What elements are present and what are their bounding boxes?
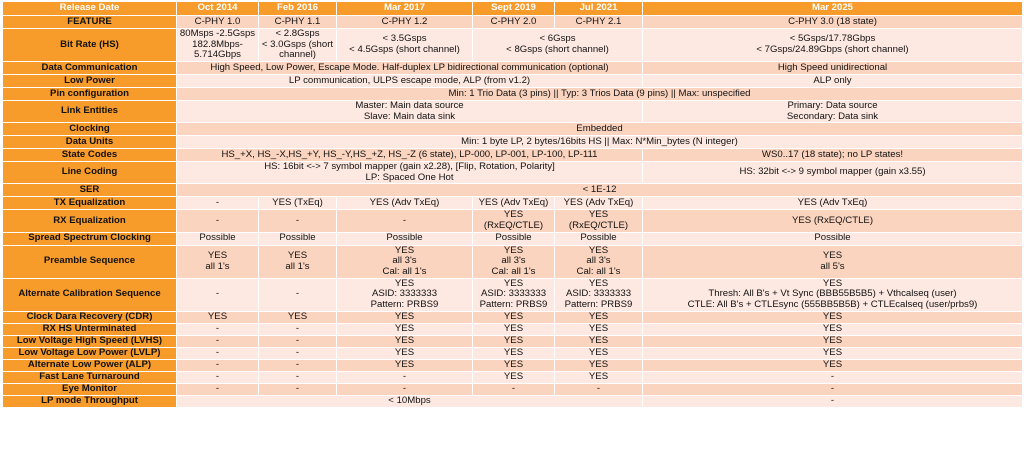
cell-line: YES bbox=[588, 335, 609, 346]
table-cell bbox=[473, 232, 555, 245]
table-cell bbox=[177, 371, 259, 383]
cell-line: High Speed unidirectional bbox=[777, 61, 888, 73]
cell-line: YES bbox=[503, 209, 524, 221]
cell-line: YES bbox=[822, 278, 843, 289]
table-cell bbox=[555, 278, 643, 311]
table-row bbox=[3, 335, 1023, 347]
cell-line: - bbox=[830, 383, 835, 394]
table-cell bbox=[555, 371, 643, 383]
cell-line: - bbox=[295, 347, 300, 358]
table-cell bbox=[643, 335, 1023, 347]
table-cell bbox=[177, 123, 1023, 136]
table-row bbox=[3, 210, 1023, 232]
cell-line: < 3.0Gsps (short bbox=[261, 38, 334, 50]
table-row bbox=[3, 75, 1023, 88]
row-label: Link Entities bbox=[3, 101, 177, 123]
cell-line: Cal: all 1's bbox=[382, 265, 427, 277]
table-cell bbox=[337, 245, 473, 278]
cell-line: LP: Spaced One Hot bbox=[365, 171, 454, 183]
cell-line: C-PHY 2.0 bbox=[490, 15, 537, 27]
table-cell bbox=[643, 75, 1023, 88]
cell-line: YES bbox=[503, 278, 524, 289]
cell-line: YES (TxEq) bbox=[272, 197, 323, 209]
header-release-date: Release Date bbox=[3, 2, 177, 16]
cell-line: all 3's bbox=[392, 255, 417, 267]
header-col-4: Jul 2021 bbox=[555, 2, 643, 16]
table-cell bbox=[643, 278, 1023, 311]
table-row bbox=[3, 123, 1023, 136]
cell-line: - bbox=[830, 371, 835, 382]
cell-line: YES (Adv TxEq) bbox=[563, 197, 634, 209]
table-cell bbox=[555, 210, 643, 232]
cell-line: Pattern: PRBS9 bbox=[564, 298, 633, 310]
cell-line: YES bbox=[588, 278, 609, 289]
cell-line: - bbox=[295, 335, 300, 346]
cell-line: YES bbox=[503, 359, 524, 370]
cell-line: ASID: 3333333 bbox=[565, 288, 632, 300]
cell-line: - bbox=[215, 371, 220, 382]
header-row bbox=[3, 2, 1023, 16]
cell-line: YES bbox=[394, 311, 415, 322]
table-row bbox=[3, 149, 1023, 162]
cell-line: - bbox=[215, 347, 220, 358]
cell-line: < 5Gsps/17.78Gbps bbox=[789, 33, 876, 45]
table-cell bbox=[177, 101, 643, 123]
table-cell bbox=[555, 197, 643, 210]
table-row bbox=[3, 311, 1023, 323]
table-row bbox=[3, 359, 1023, 371]
cell-line: - bbox=[295, 288, 300, 300]
cell-line: - bbox=[215, 359, 220, 370]
row-label: Clock Dara Recovery (CDR) bbox=[3, 311, 177, 323]
cell-line: Cal: all 1's bbox=[491, 265, 536, 277]
cell-line: - bbox=[215, 214, 220, 226]
cell-line: Min: 1 byte LP, 2 bytes/16bits HS || Max: N*Min_bytes (N integer) bbox=[461, 135, 738, 147]
table-cell bbox=[337, 197, 473, 210]
cell-line: Slave: Main data sink bbox=[363, 110, 456, 122]
table-cell bbox=[177, 311, 259, 323]
header-col-2: Mar 2017 bbox=[337, 2, 473, 16]
row-label: Line Coding bbox=[3, 162, 177, 184]
cell-line: Possible bbox=[814, 232, 851, 244]
cell-line: YES bbox=[394, 359, 415, 370]
cell-line: YES bbox=[503, 335, 524, 346]
cell-line: YES bbox=[588, 371, 609, 382]
cell-line: - bbox=[215, 323, 220, 334]
row-label: RX Equalization bbox=[3, 210, 177, 232]
cell-line: HS: 32bit <-> 9 symbol mapper (gain x3.55) bbox=[739, 166, 926, 178]
cell-line: Possible bbox=[386, 232, 423, 244]
cell-line: - bbox=[295, 371, 300, 382]
table-cell bbox=[177, 75, 643, 88]
table-cell bbox=[337, 210, 473, 232]
cell-line: 182.8Mbps- bbox=[192, 38, 243, 50]
cell-line: < 2.8Gsps bbox=[275, 28, 320, 40]
cell-line: YES bbox=[822, 347, 843, 358]
cell-line: - bbox=[830, 395, 835, 406]
table-cell bbox=[259, 323, 337, 335]
cell-line: Possible bbox=[199, 232, 236, 244]
table-cell bbox=[643, 210, 1023, 232]
table-cell bbox=[473, 29, 643, 62]
cell-line: YES bbox=[588, 245, 609, 256]
table-row bbox=[3, 101, 1023, 123]
row-label: FEATURE bbox=[3, 16, 177, 29]
table-cell bbox=[337, 16, 473, 29]
cell-line: C-PHY 2.1 bbox=[575, 15, 622, 27]
table-row bbox=[3, 88, 1023, 101]
cell-line: YES bbox=[394, 335, 415, 346]
table-cell bbox=[473, 359, 555, 371]
cell-line: Possible bbox=[279, 232, 316, 244]
cell-line: - bbox=[295, 323, 300, 334]
table-cell bbox=[259, 383, 337, 395]
cell-line: YES bbox=[588, 347, 609, 358]
table-row bbox=[3, 347, 1023, 359]
cell-line: C-PHY 3.0 (18 state) bbox=[788, 15, 877, 27]
row-label: TX Equalization bbox=[3, 197, 177, 210]
table-cell bbox=[177, 383, 259, 395]
table-row bbox=[3, 29, 1023, 62]
table-cell bbox=[473, 210, 555, 232]
row-label: SER bbox=[3, 184, 177, 197]
cell-line: 5.714Gbps bbox=[194, 49, 241, 61]
table-cell bbox=[643, 359, 1023, 371]
cell-line: YES bbox=[503, 371, 524, 382]
table-cell bbox=[555, 359, 643, 371]
table-cell bbox=[177, 197, 259, 210]
table-row bbox=[3, 245, 1023, 278]
table-cell bbox=[259, 29, 337, 62]
table-cell bbox=[259, 359, 337, 371]
header-col-1: Feb 2016 bbox=[259, 2, 337, 16]
table-cell bbox=[177, 245, 259, 278]
cell-line: YES bbox=[394, 323, 415, 334]
table-cell bbox=[555, 335, 643, 347]
cell-line: Cal: all 1's bbox=[576, 265, 621, 277]
table-cell bbox=[177, 323, 259, 335]
cell-line: 80Msps -2.5Gsps bbox=[179, 28, 256, 40]
table-cell bbox=[643, 371, 1023, 383]
cell-line: < 3.5Gsps bbox=[382, 33, 427, 45]
table-row bbox=[3, 197, 1023, 210]
table-cell bbox=[259, 335, 337, 347]
cell-line: Embedded bbox=[576, 122, 623, 134]
table-cell bbox=[473, 278, 555, 311]
table-cell bbox=[259, 197, 337, 210]
cell-line: YES bbox=[822, 335, 843, 346]
cell-line: YES bbox=[503, 323, 524, 334]
cell-line: YES (Adv TxEq) bbox=[478, 197, 549, 209]
table-cell bbox=[337, 323, 473, 335]
table-cell bbox=[177, 136, 1023, 149]
cell-line: YES bbox=[588, 311, 609, 322]
row-label: Pin configuration bbox=[3, 88, 177, 101]
table-cell bbox=[337, 383, 473, 395]
header-col-3: Sept 2019 bbox=[473, 2, 555, 16]
table-cell bbox=[177, 232, 259, 245]
table-cell bbox=[643, 197, 1023, 210]
cell-line: Possible bbox=[580, 232, 617, 244]
table-cell bbox=[337, 359, 473, 371]
cell-line: C-PHY 1.1 bbox=[274, 15, 321, 27]
cell-line: all 3's bbox=[501, 255, 526, 267]
table-cell bbox=[473, 347, 555, 359]
cell-line: - bbox=[596, 383, 601, 394]
cell-line: Pattern: PRBS9 bbox=[370, 298, 439, 310]
row-label: Eye Monitor bbox=[3, 383, 177, 395]
cphy-comparison-table bbox=[2, 1, 1023, 408]
table-cell bbox=[259, 278, 337, 311]
cell-line: YES bbox=[822, 359, 843, 370]
cell-line: < 1E-12 bbox=[582, 184, 617, 196]
row-label: Spread Spectrum Clocking bbox=[3, 232, 177, 245]
table-cell bbox=[555, 311, 643, 323]
cell-line: < 6Gsps bbox=[539, 33, 576, 45]
cell-line: C-PHY 1.0 bbox=[194, 15, 241, 27]
cell-line: YES bbox=[503, 311, 524, 322]
cell-line: YES bbox=[394, 278, 415, 289]
table-cell bbox=[259, 311, 337, 323]
table-row bbox=[3, 184, 1023, 197]
cell-line: - bbox=[215, 335, 220, 346]
table-row bbox=[3, 323, 1023, 335]
table-cell bbox=[473, 311, 555, 323]
cell-line: all 1's bbox=[285, 260, 310, 272]
cell-line: - bbox=[215, 288, 220, 300]
table-cell bbox=[337, 278, 473, 311]
row-label: Low Power bbox=[3, 75, 177, 88]
cell-line: channel) bbox=[279, 49, 316, 61]
cell-line: (RxEQ/CTLE) bbox=[568, 219, 629, 231]
table-row bbox=[3, 232, 1023, 245]
table-cell bbox=[643, 395, 1023, 407]
table-row bbox=[3, 371, 1023, 383]
table-cell bbox=[259, 347, 337, 359]
cell-line: YES bbox=[207, 311, 228, 322]
row-label: Data Units bbox=[3, 136, 177, 149]
row-label: Low Voltage High Speed (LVHS) bbox=[3, 335, 177, 347]
table-cell bbox=[643, 311, 1023, 323]
table-cell bbox=[473, 245, 555, 278]
table-cell bbox=[643, 16, 1023, 29]
cell-line: YES bbox=[287, 311, 308, 322]
table-cell bbox=[643, 149, 1023, 162]
table-cell bbox=[643, 232, 1023, 245]
cell-line: LP communication, ULPS escape mode, ALP (from v1.2) bbox=[288, 74, 531, 86]
table-cell bbox=[643, 323, 1023, 335]
cell-line: High Speed, Low Power, Escape Mode. Half-duplex LP bidirectional communication (optional) bbox=[210, 61, 609, 73]
cell-line: all 3's bbox=[586, 255, 611, 267]
table-cell bbox=[177, 88, 1023, 101]
table-cell bbox=[555, 347, 643, 359]
row-label: Preamble Sequence bbox=[3, 245, 177, 278]
table-cell bbox=[177, 29, 259, 62]
table-row bbox=[3, 395, 1023, 407]
cell-line: Master: Main data source bbox=[355, 100, 464, 111]
cell-line: YES bbox=[822, 311, 843, 322]
table-cell bbox=[643, 62, 1023, 75]
table-cell bbox=[259, 16, 337, 29]
cell-line: < 4.5Gsps (short channel) bbox=[349, 44, 460, 55]
cell-line: - bbox=[295, 383, 300, 394]
cell-line: ASID: 3333333 bbox=[371, 288, 438, 300]
cell-line: YES (Adv TxEq) bbox=[369, 197, 440, 209]
cell-line: YES bbox=[207, 249, 228, 261]
table-cell bbox=[555, 323, 643, 335]
table-cell bbox=[259, 210, 337, 232]
cell-line: < 8Gsps (short channel) bbox=[506, 44, 609, 55]
row-label: Low Voltage Low Power (LVLP) bbox=[3, 347, 177, 359]
cell-line: - bbox=[215, 197, 220, 209]
cell-line: Secondary: Data sink bbox=[786, 110, 879, 122]
table-cell bbox=[337, 371, 473, 383]
table-cell bbox=[473, 335, 555, 347]
cell-line: Primary: Data source bbox=[787, 100, 878, 111]
table-cell bbox=[643, 245, 1023, 278]
row-label: LP mode Throughput bbox=[3, 395, 177, 407]
cell-line: < 10Mbps bbox=[388, 395, 431, 406]
table-row bbox=[3, 383, 1023, 395]
table-cell bbox=[337, 311, 473, 323]
table-cell bbox=[259, 371, 337, 383]
table-row bbox=[3, 278, 1023, 311]
table-row bbox=[3, 162, 1023, 184]
cell-line: Min: 1 Trio Data (3 pins) || Typ: 3 Trios Data (9 pins) || Max: unspecified bbox=[448, 87, 751, 99]
table-cell bbox=[643, 383, 1023, 395]
table-cell bbox=[643, 101, 1023, 123]
cell-line: YES bbox=[287, 249, 308, 261]
cell-line: - bbox=[402, 383, 407, 394]
table-cell bbox=[337, 347, 473, 359]
cell-line: - bbox=[402, 214, 407, 226]
row-label: RX HS Unterminated bbox=[3, 323, 177, 335]
cell-line: ALP only bbox=[813, 74, 852, 86]
table-cell bbox=[337, 29, 473, 62]
table-cell bbox=[177, 347, 259, 359]
cell-line: YES bbox=[503, 245, 524, 256]
table-cell bbox=[337, 232, 473, 245]
table-cell bbox=[177, 395, 643, 407]
table-cell bbox=[177, 162, 643, 184]
table-cell bbox=[177, 359, 259, 371]
cell-line: YES bbox=[503, 347, 524, 358]
row-label: Fast Lane Turnaround bbox=[3, 371, 177, 383]
cell-line: YES bbox=[588, 323, 609, 334]
table-row bbox=[3, 16, 1023, 29]
cell-line: HS: 16bit <-> 7 symbol mapper (gain x2.28), [Flip, Rotation, Polarity] bbox=[264, 161, 555, 173]
cell-line: - bbox=[511, 383, 516, 394]
cell-line: YES bbox=[394, 347, 415, 358]
cell-line: YES (Adv TxEq) bbox=[797, 197, 868, 209]
cell-line: YES bbox=[822, 323, 843, 334]
table-row bbox=[3, 62, 1023, 75]
cell-line: - bbox=[295, 214, 300, 226]
cell-line: YES bbox=[822, 249, 843, 261]
cell-line: (RxEQ/CTLE) bbox=[483, 219, 544, 231]
table-cell bbox=[555, 245, 643, 278]
cell-line: < 7Gsps/24.89Gbps (short channel) bbox=[756, 44, 909, 55]
table-cell bbox=[643, 347, 1023, 359]
table-cell bbox=[555, 232, 643, 245]
cell-line: WS0..17 (18 state); no LP states! bbox=[761, 148, 904, 160]
cell-line: YES bbox=[588, 359, 609, 370]
table-cell bbox=[473, 16, 555, 29]
table-cell bbox=[555, 383, 643, 395]
row-label: Alternate Low Power (ALP) bbox=[3, 359, 177, 371]
row-label: Data Communication bbox=[3, 62, 177, 75]
table-cell bbox=[473, 383, 555, 395]
cell-line: all 5's bbox=[820, 260, 845, 272]
table-cell bbox=[473, 371, 555, 383]
row-label: Alternate Calibration Sequence bbox=[3, 278, 177, 311]
table-row bbox=[3, 136, 1023, 149]
cell-line: Pattern: PRBS9 bbox=[479, 298, 548, 310]
table-cell bbox=[473, 197, 555, 210]
cell-line: Possible bbox=[495, 232, 532, 244]
table-cell bbox=[643, 29, 1023, 62]
table-cell bbox=[177, 278, 259, 311]
cell-line: CTLE: All B's + CTLEsync (555BB5B5B) + CTLEcalseq (user/prbs9) bbox=[687, 298, 978, 310]
table-body bbox=[3, 16, 1023, 408]
header-col-5: Mar 2025 bbox=[643, 2, 1023, 16]
table-cell bbox=[177, 335, 259, 347]
row-label: State Codes bbox=[3, 149, 177, 162]
cell-line: HS_+X, HS_-X,HS_+Y, HS_-Y,HS_+Z, HS_-Z (6 state), LP-000, LP-001, LP-100, LP-111 bbox=[221, 148, 598, 160]
cell-line: YES bbox=[394, 245, 415, 256]
header-col-0: Oct 2014 bbox=[177, 2, 259, 16]
row-label: Clocking bbox=[3, 123, 177, 136]
cell-line: - bbox=[295, 359, 300, 370]
cell-line: - bbox=[402, 371, 407, 382]
table-cell bbox=[177, 210, 259, 232]
cell-line: YES (RxEQ/CTLE) bbox=[791, 214, 874, 226]
cell-line: YES bbox=[588, 209, 609, 221]
cell-line: Thresh: All B's + Vt Sync (BBB55B5B5) + Vthcalseq (user) bbox=[708, 288, 957, 300]
table-cell bbox=[177, 62, 643, 75]
cell-line: ASID: 3333333 bbox=[480, 288, 547, 300]
table-cell bbox=[177, 149, 643, 162]
table-cell bbox=[555, 16, 643, 29]
table-cell bbox=[337, 335, 473, 347]
table-cell bbox=[643, 162, 1023, 184]
row-label: Bit Rate (HS) bbox=[3, 29, 177, 62]
table-cell bbox=[177, 16, 259, 29]
table-cell bbox=[473, 323, 555, 335]
cell-line: C-PHY 1.2 bbox=[381, 15, 428, 27]
cell-line: - bbox=[215, 383, 220, 394]
table-cell bbox=[259, 232, 337, 245]
cell-line: all 1's bbox=[205, 260, 230, 272]
table-cell bbox=[259, 245, 337, 278]
table-cell bbox=[177, 184, 1023, 197]
